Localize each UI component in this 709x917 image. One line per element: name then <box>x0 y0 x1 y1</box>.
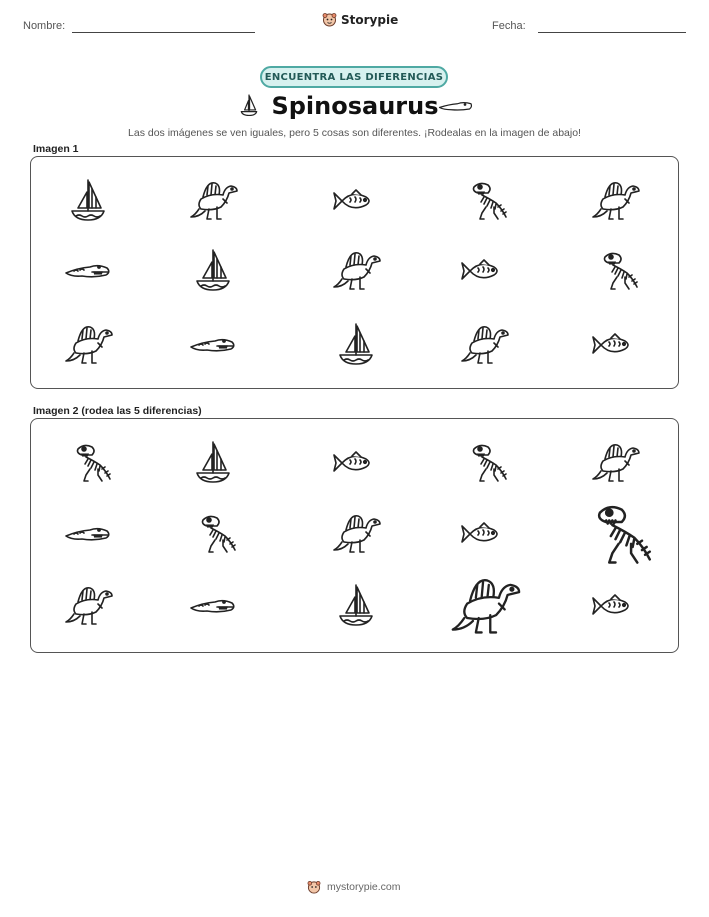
date-label: Fecha: <box>492 20 526 32</box>
fish-icon[interactable] <box>330 175 382 227</box>
spinosaurus-icon[interactable] <box>187 175 239 227</box>
sailboat-icon <box>236 92 262 123</box>
name-line[interactable] <box>72 32 255 33</box>
spinosaurus-icon[interactable] <box>62 580 114 632</box>
fish-icon[interactable] <box>330 437 382 489</box>
spinosaurus-icon[interactable] <box>330 508 382 560</box>
brand-logo <box>322 12 398 27</box>
fish-icon[interactable] <box>458 508 510 560</box>
spinosaurus-icon[interactable] <box>589 175 641 227</box>
image2-panel[interactable] <box>30 418 679 653</box>
sailboat-icon[interactable] <box>187 437 239 489</box>
sailboat-icon[interactable] <box>330 580 382 632</box>
spinosaurus-icon[interactable] <box>589 437 641 489</box>
crocodile-icon[interactable] <box>62 508 114 560</box>
crocodile-icon <box>438 98 474 119</box>
dino-skeleton-icon[interactable] <box>458 437 510 489</box>
crocodile-icon[interactable] <box>187 319 239 371</box>
dino-skeleton-icon[interactable] <box>187 508 239 560</box>
crocodile-icon[interactable] <box>187 580 239 632</box>
dino-skeleton-icon[interactable] <box>458 175 510 227</box>
fish-icon[interactable] <box>589 319 641 371</box>
dino-skeleton-icon[interactable] <box>62 437 114 489</box>
activity-badge: ENCUENTRA LAS DIFERENCIAS <box>260 66 448 88</box>
sailboat-icon[interactable] <box>187 245 239 297</box>
spinosaurus-icon[interactable] <box>62 319 114 371</box>
image1-panel <box>30 156 679 389</box>
image1-label: Imagen 1 <box>33 143 79 155</box>
sailboat-icon[interactable] <box>330 319 382 371</box>
dino-skeleton-icon[interactable] <box>575 494 656 575</box>
name-label: Nombre: <box>23 20 66 32</box>
crocodile-icon[interactable] <box>62 245 114 297</box>
spinosaurus-icon[interactable] <box>447 569 522 644</box>
footer <box>307 880 401 894</box>
fish-icon[interactable] <box>458 245 510 297</box>
date-line[interactable] <box>538 32 686 33</box>
storypie-logo-icon <box>322 12 337 27</box>
sailboat-icon[interactable] <box>62 175 114 227</box>
storypie-logo-icon <box>307 880 321 894</box>
brand-name: Storypie <box>341 12 399 27</box>
instructions: Las dos imágenes se ven iguales, pero 5 cosas son diferentes. ¡Rodealas en la imagen de abajo! <box>128 127 581 139</box>
fish-icon[interactable] <box>589 580 641 632</box>
dino-skeleton-icon[interactable] <box>589 245 641 297</box>
footer-site[interactable]: mystorypie.com <box>327 881 401 893</box>
page-title: Spinosaurus <box>271 92 439 120</box>
image2-label: Imagen 2 (rodea las 5 diferencias) <box>33 405 202 417</box>
spinosaurus-icon[interactable] <box>458 319 510 371</box>
spinosaurus-icon[interactable] <box>330 245 382 297</box>
